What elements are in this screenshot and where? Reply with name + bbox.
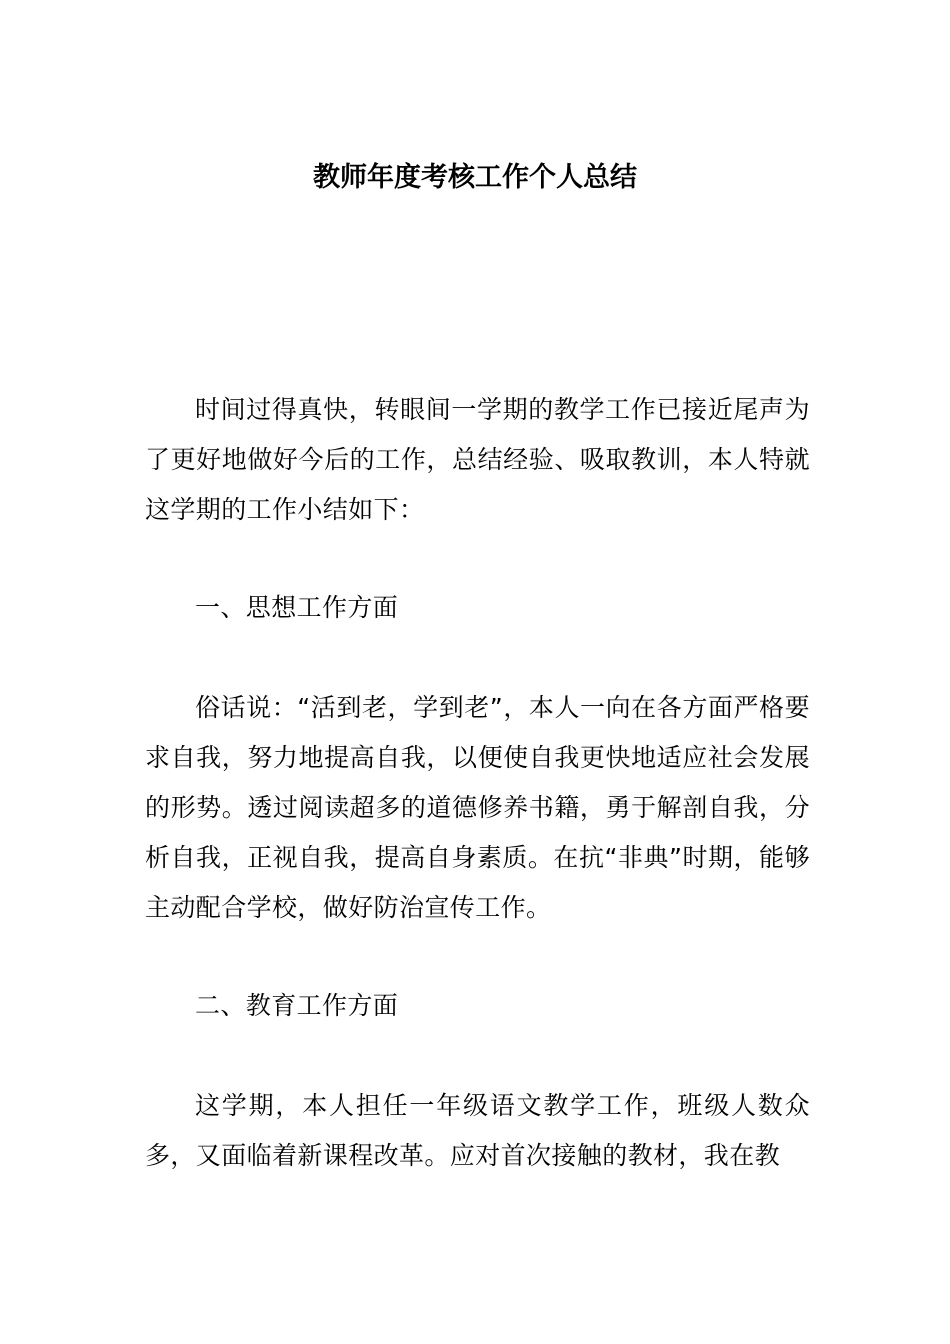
paragraph-text: 俗话说：“活到老，学到老”，本人一向在各方面严格要求自我，努力地提高自我，以便使自我更快地适应社会发展的形势。透过阅读超多的道德修养书籍，勇于解剖自我，分析自我，正视自我，提高自身素质。在抗“非典”时期，能够主动配合学校，做好防治宣传工作。	[145, 693, 810, 922]
paragraph-text: 这学期，本人担任一年级语文教学工作，班级人数众多，又面临着新课程改革。应对首次接触的教材，我在教	[145, 1091, 810, 1170]
paragraph-text: 时间过得真快，转眼间一学期的教学工作已接近尾声为了更好地做好今后的工作，总结经验、吸取教训，本人特就这学期的工作小结如下：	[145, 395, 810, 524]
section-heading-text: 二、教育工作方面	[195, 991, 399, 1020]
section-heading-ideology	[145, 583, 810, 633]
section-heading-education	[145, 981, 810, 1031]
document-title: 教师年度考核工作个人总结	[313, 162, 637, 193]
paragraph-intro	[145, 385, 810, 535]
paragraph-education	[145, 1081, 810, 1181]
section-heading-text: 一、思想工作方面	[195, 593, 399, 622]
paragraph-ideology	[145, 683, 810, 933]
